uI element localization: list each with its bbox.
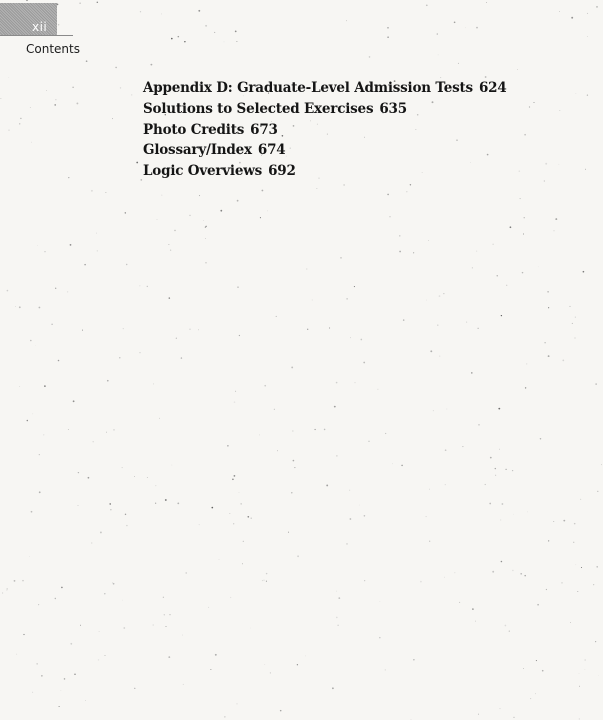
toc-entry-solutions <box>143 99 507 120</box>
running-head: Contents <box>26 42 80 56</box>
toc-entry-glossary-index <box>143 140 507 161</box>
toc-entry-title: Photo Credits <box>143 121 245 138</box>
toc-entry-page: 635 <box>379 100 407 117</box>
toc-entry-title: Logic Overviews <box>143 163 263 180</box>
toc-entry-page: 673 <box>250 121 278 138</box>
toc-entry-logic-overviews <box>143 161 507 182</box>
toc-entry-page: 674 <box>257 142 286 159</box>
toc-entry-photo-credits <box>143 120 507 141</box>
toc-entry-page: 692 <box>268 163 296 180</box>
header-rule <box>0 35 73 36</box>
toc-entry-title: Solutions to Selected Exercises <box>143 100 374 117</box>
toc-entry-appendix-d <box>143 78 507 99</box>
toc-entry-page: 624 <box>478 80 507 96</box>
page-number: xii <box>32 20 48 34</box>
toc-entry-title: Glossary/Index <box>143 142 252 159</box>
toc-entry-title: Appendix D: Graduate-Level Admission Tests <box>143 80 473 96</box>
table-of-contents <box>143 78 507 182</box>
page-number-tab <box>0 3 57 36</box>
